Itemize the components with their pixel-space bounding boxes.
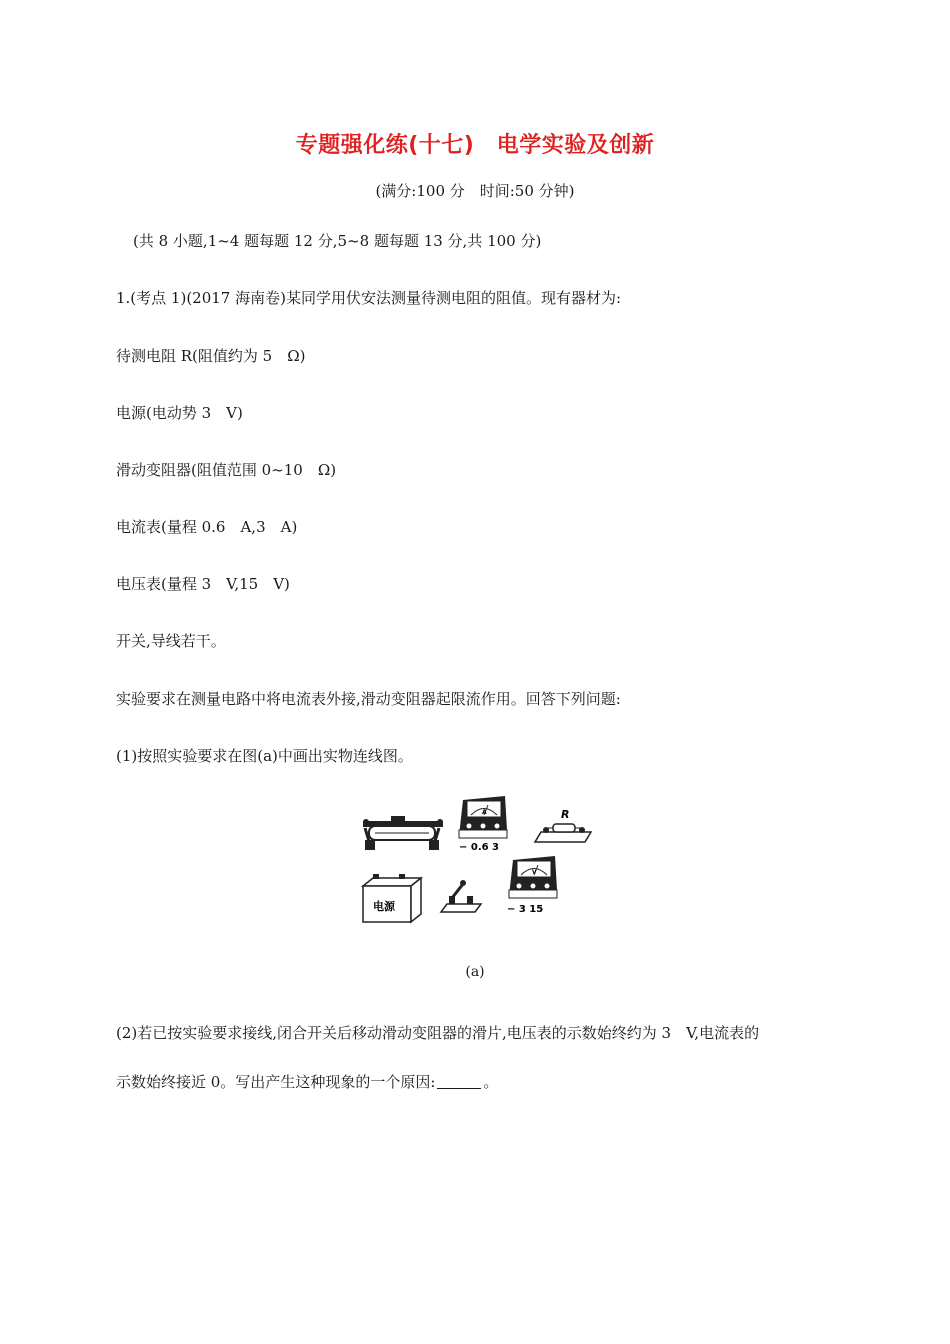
resistor-icon [535, 808, 591, 842]
equipment-switch-wires: 开关,导线若干。 [116, 632, 226, 650]
experiment-requirement: 实验要求在测量电路中将电流表外接,滑动变阻器起限流作用。回答下列问题: [116, 690, 621, 708]
resistor-label: R [561, 808, 570, 821]
score-time-info: (满分:100 分 时间:50 分钟) [375, 182, 575, 200]
ammeter-scale-label: − 0.6 3 [459, 842, 500, 853]
voltmeter-dial-label: V [532, 869, 537, 876]
figure-caption: (a) [465, 964, 485, 980]
ammeter-dial-label: A [482, 809, 487, 816]
question-1-intro: 1.(考点 1)(2017 海南卷)某同学用伏安法测量待测电阻的阻值。现有器材为: [116, 289, 622, 307]
equipment-voltmeter: 电压表(量程 3 V,15 V) [116, 575, 290, 593]
page-title: 专题强化练(十七) 电学实验及创新 [295, 133, 655, 158]
switch-icon [441, 880, 481, 912]
equipment-ammeter: 电流表(量程 0.6 A,3 A) [116, 518, 298, 536]
equipment-resistor: 待测电阻 R(阻值约为 5 Ω) [116, 347, 306, 365]
part-2-prompt-text: 示数始终接近 0。写出产生这种现象的一个原因: [116, 1073, 436, 1091]
instructions: (共 8 小题,1~4 题每题 12 分,5~8 题每题 13 分,共 100 分) [133, 232, 542, 250]
part-1-prompt: (1)按照实验要求在图(a)中画出实物连线图。 [116, 747, 413, 765]
rheostat-icon [363, 816, 443, 850]
ammeter-icon [459, 796, 507, 853]
equipment-rheostat: 滑动变阻器(阻值范围 0~10 Ω) [116, 461, 337, 479]
answer-blank[interactable] [437, 1074, 481, 1089]
part-2-prompt-line-2 [116, 1071, 498, 1092]
battery-label: 电源 [373, 900, 395, 913]
battery-icon [363, 874, 421, 922]
voltmeter-scale-label: − 3 15 [507, 904, 544, 915]
equipment-power-source: 电源(电动势 3 V) [116, 404, 243, 422]
part-2-prompt-line-1: (2)若已按实验要求接线,闭合开关后移动滑动变阻器的滑片,电压表的示数始终约为 3 V,电流表的 [116, 1024, 760, 1042]
part-2-prompt-end: 。 [483, 1073, 499, 1091]
circuit-components-figure [355, 788, 595, 928]
voltmeter-icon [507, 856, 557, 915]
